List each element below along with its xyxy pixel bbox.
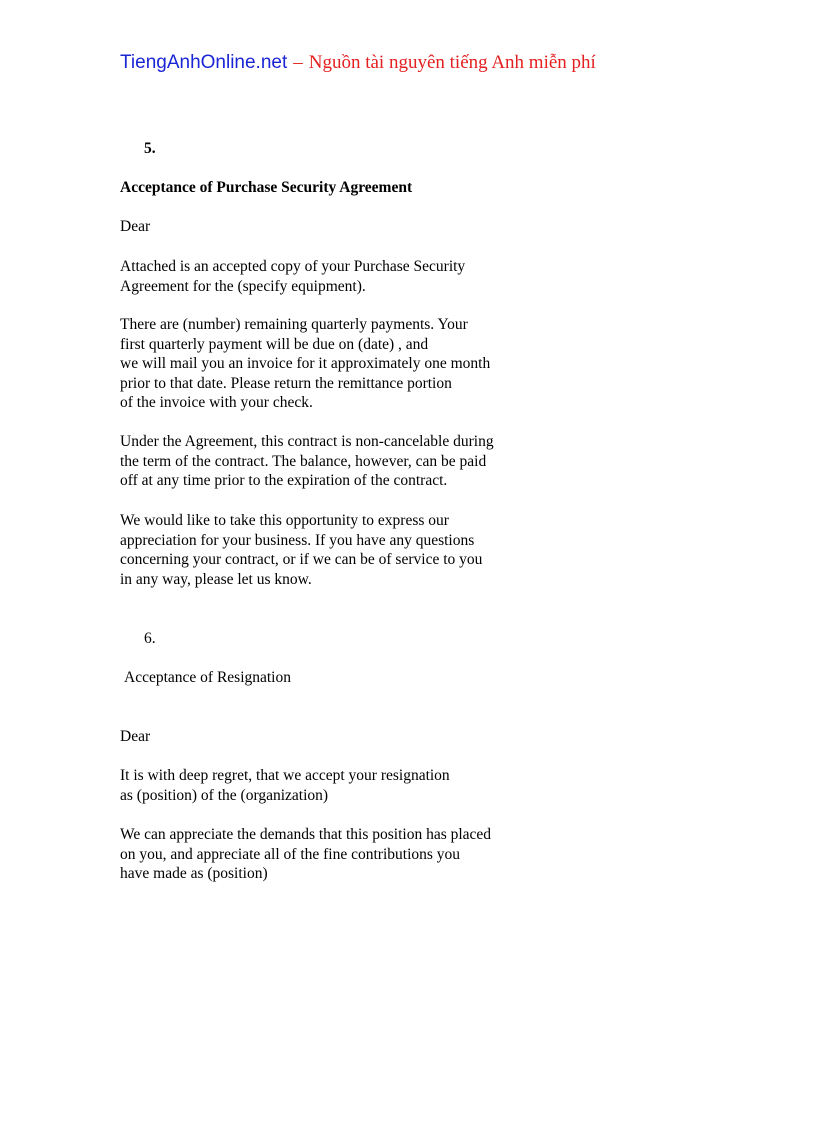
text-line: Under the Agreement, this contract is non-cancelable during: [120, 433, 494, 450]
text-line: We would like to take this opportunity to express our: [120, 512, 449, 529]
text-line: we will mail you an invoice for it approximately one month: [120, 355, 491, 372]
letter5-number: 5.: [144, 140, 156, 157]
text-line: first quarterly payment will be due on (date) , and: [120, 335, 429, 353]
page-header: [120, 50, 596, 76]
site-name[interactable]: TiengAnhOnline.net: [120, 52, 288, 73]
letter5-paragraph-2: [120, 315, 540, 413]
text-line: We can appreciate the demands that this position has placed: [120, 826, 492, 843]
text-line: in any way, please let us know.: [120, 570, 312, 588]
letter5-paragraph-1: [120, 257, 540, 296]
text-line: the term of the contract. The balance, however, can be paid: [120, 452, 487, 470]
letter6-paragraph-1: [120, 766, 540, 805]
text-line: have made as (position): [120, 865, 268, 882]
letter6-paragraph-2: [120, 825, 540, 884]
text-line: on you, and appreciate all of the fine contributions you: [120, 845, 461, 863]
letter6-title: Acceptance of Resignation: [124, 669, 291, 686]
text-line: Attached is an accepted copy of your Purchase Security: [120, 258, 466, 275]
letter6-salutation: Dear: [120, 728, 151, 745]
text-line: Agreement for the (specify equipment).: [120, 277, 366, 295]
letter5-title: Acceptance of Purchase Security Agreement: [120, 179, 413, 196]
text-line: off at any time prior to the expiration of the contract.: [120, 472, 448, 489]
text-line: of the invoice with your check.: [120, 394, 313, 411]
site-tagline: Nguồn tài nguyên tiếng Anh miễn phí: [308, 52, 596, 73]
letter6-number: 6.: [144, 630, 156, 647]
text-line: prior to that date. Please return the remittance portion: [120, 374, 452, 392]
text-line: as (position) of the (organization): [120, 786, 329, 804]
letter5-salutation: Dear: [120, 218, 151, 235]
letter5-paragraph-4: [120, 511, 540, 589]
text-line: It is with deep regret, that we accept your resignation: [120, 767, 450, 784]
text-line: appreciation for your business. If you have any questions: [120, 531, 475, 549]
header-separator: –: [293, 52, 303, 73]
letter5-paragraph-3: [120, 432, 540, 491]
text-line: There are (number) remaining quarterly payments. Your: [120, 316, 468, 333]
text-line: concerning your contract, or if we can be of service to you: [120, 551, 483, 568]
